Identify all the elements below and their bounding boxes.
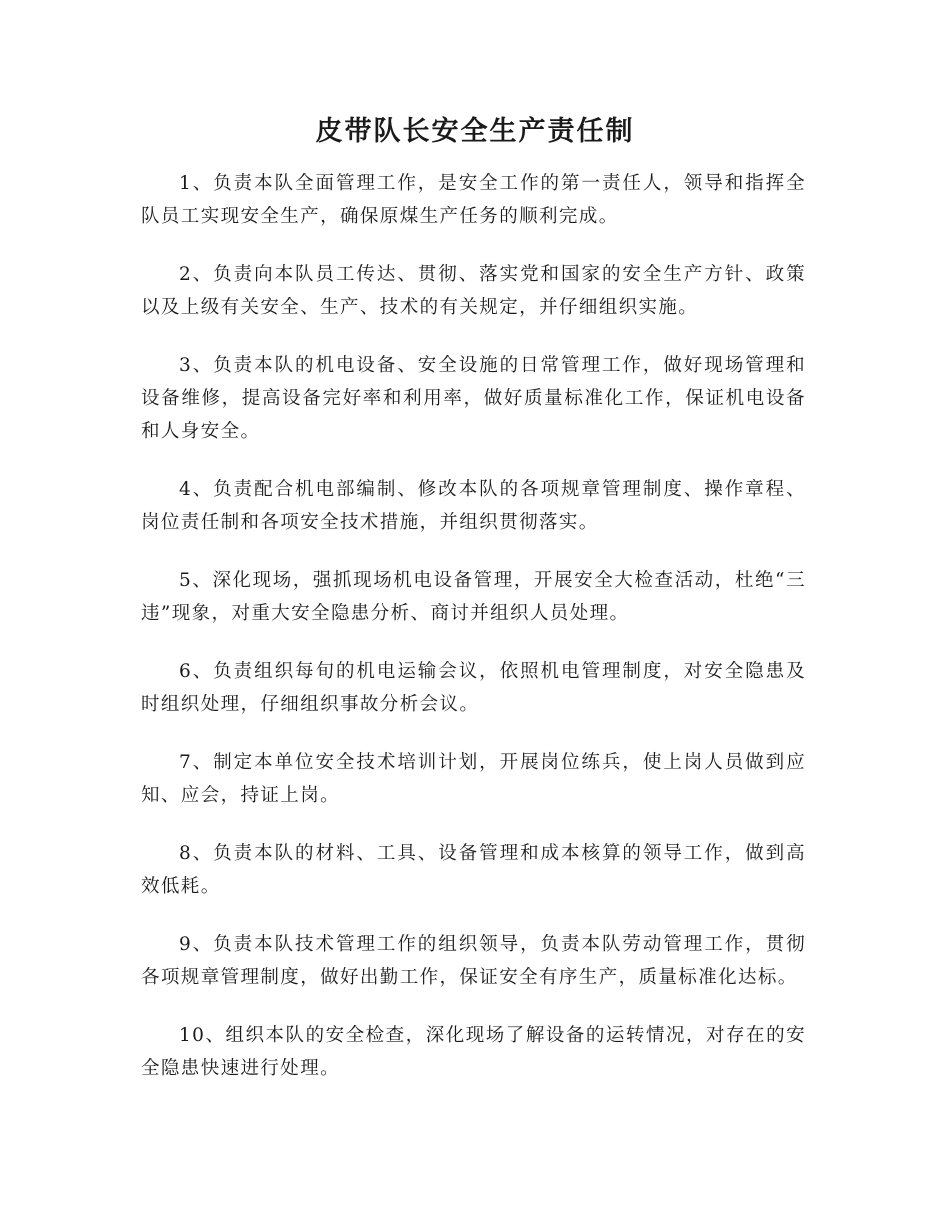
paragraph-7: 7、制定本单位安全技术培训计划，开展岗位练兵，使上岗人员做到应知、应会，持证上岗。 <box>141 752 806 806</box>
document-body <box>141 167 806 1110</box>
paragraph-5: 5、深化现场，强抓现场机电设备管理，开展安全大检查活动，杜绝“三违”现象，对重大安全隐患分析、商讨并组织人员处理。 <box>141 570 806 624</box>
paragraph-3: 3、负责本队的机电设备、安全设施的日常管理工作，做好现场管理和设备维修，提高设备完好率和利用率，做好质量标准化工作，保证机电设备和人身安全。 <box>141 355 806 442</box>
paragraph-8: 8、负责本队的材料、工具、设备管理和成本核算的领导工作，做到高效低耗。 <box>141 843 806 897</box>
paragraph-1: 1、负责本队全面管理工作，是安全工作的第一责任人，领导和指挥全队员工实现安全生产，确保原煤生产任务的顺利完成。 <box>141 173 806 227</box>
document-title: 皮带队长安全生产责任制 <box>315 116 635 147</box>
paragraph-6: 6、负责组织每旬的机电运输会议，依照机电管理制度，对安全隐患及时组织处理，仔细组织事故分析会议。 <box>141 661 806 715</box>
paragraph-2: 2、负责向本队员工传达、贯彻、落实党和国家的安全生产方针、政策以及上级有关安全、生产、技术的有关规定，并仔细组织实施。 <box>141 264 806 318</box>
paragraph-9: 9、负责本队技术管理工作的组织领导，负责本队劳动管理工作，贯彻各项规章管理制度，做好出勤工作，保证安全有序生产，质量标准化达标。 <box>141 934 806 988</box>
paragraph-4: 4、负责配合机电部编制、修改本队的各项规章管理制度、操作章程、岗位责任制和各项安全技术措施，并组织贯彻落实。 <box>141 479 806 533</box>
paragraph-10: 10、组织本队的安全检查，深化现场了解设备的运转情况，对存在的安全隐患快速进行处理。 <box>141 1025 806 1079</box>
